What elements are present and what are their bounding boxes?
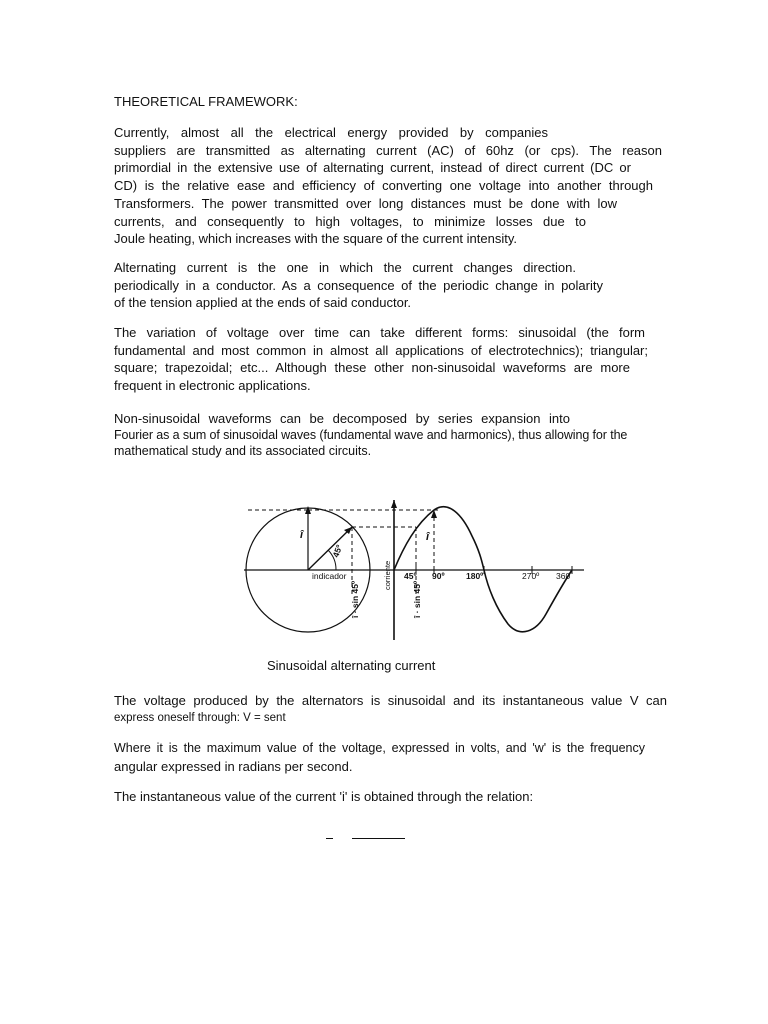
text-line: currents, and consequently to high voltages, to minimize losses due to — [114, 213, 586, 229]
section-heading: THEORETICAL FRAMEWORK: — [114, 94, 298, 109]
text-line: Joule heating, which increases with the square of the current intensity. — [114, 231, 517, 247]
projection-left-label: î · sin 45º — [350, 580, 360, 618]
text-line: Currently, almost all the electrical energy provided by companies — [114, 125, 548, 140]
tick-360-label: 360 — [556, 571, 571, 581]
text-line: The voltage produced by the alternators is sinusoidal and its instantaneous value V can — [114, 693, 667, 708]
paragraph-ac-intro — [114, 124, 662, 248]
paragraph-current-relation — [114, 788, 662, 806]
text-line: of the tension applied at the ends of said conductor. — [114, 295, 412, 311]
wave-amplitude-label: î — [426, 531, 430, 543]
text-line: Non-sinusoidal waveforms can be decomposed by series expansion into — [114, 411, 570, 426]
text-line: fundamental and most common in almost all applications of electrotechnics); triangular; — [114, 342, 648, 358]
paragraph-ac-definition — [114, 259, 662, 312]
angle-label: 45º — [330, 543, 345, 559]
phasor-indicator — [308, 527, 352, 570]
tick-180-label: 180º — [466, 571, 484, 581]
text-line: Where it is the maximum value of the voltage, expressed in volts, and 'w' is the frequency — [114, 741, 645, 755]
text-line: suppliers are transmitted as alternating current (AC) of 60hz (or cps). The reason — [114, 142, 662, 158]
text-line: square; trapezoidal; etc... Although these other non-sinusoidal waveforms are more — [114, 360, 630, 376]
text-line: Fourier as a sum of sinusoidal waves (fundamental wave and harmonics), thus allowing for the — [114, 428, 628, 442]
figure-caption: Sinusoidal alternating current — [267, 658, 436, 673]
text-line: angular expressed in radians per second. — [114, 758, 353, 774]
text-line: primordial in the extensive use of alternating current, instead of direct current (DC or — [114, 160, 631, 176]
paragraph-fourier — [114, 411, 662, 459]
text-line: mathematical study and its associated circuits. — [114, 444, 372, 458]
tick-90-label: 90º — [432, 571, 445, 581]
formula-fraction-bar — [352, 838, 405, 839]
tick-270-label: 270º — [522, 571, 540, 581]
text-line: Transformers. The power transmitted over long distances must be done with low — [114, 195, 617, 211]
formula-dash — [326, 838, 333, 839]
text-line: express oneself through: V = sent — [114, 711, 286, 724]
axis-arrowhead — [391, 500, 397, 508]
text-line: CD) is the relative ease and efficiency of converting one voltage into another through — [114, 178, 653, 194]
phasor-amplitude-label: î — [300, 529, 304, 541]
current-axis-label: corriente — [383, 560, 392, 590]
projection-right-label: î · sin 45º — [412, 580, 422, 618]
text-line: The variation of voltage over time can take different forms: sinusoidal (the form — [114, 325, 645, 340]
formula-placeholder — [326, 830, 406, 842]
text-line: frequent in electronic applications. — [114, 378, 311, 394]
paragraph-voltage — [114, 692, 667, 727]
paragraph-waveforms — [114, 324, 662, 395]
tick-45-label: 45º — [404, 571, 417, 581]
text-line: Alternating current is the one in which the current changes direction. — [114, 260, 576, 275]
sinusoidal-figure — [240, 496, 592, 644]
text-line: periodically in a conductor. As a consequence of the periodic change in polarity — [114, 277, 603, 293]
indicator-label: indicador — [312, 571, 347, 581]
paragraph-max-value — [114, 740, 662, 775]
text-line: The instantaneous value of the current 'i' is obtained through the relation: — [114, 789, 534, 804]
